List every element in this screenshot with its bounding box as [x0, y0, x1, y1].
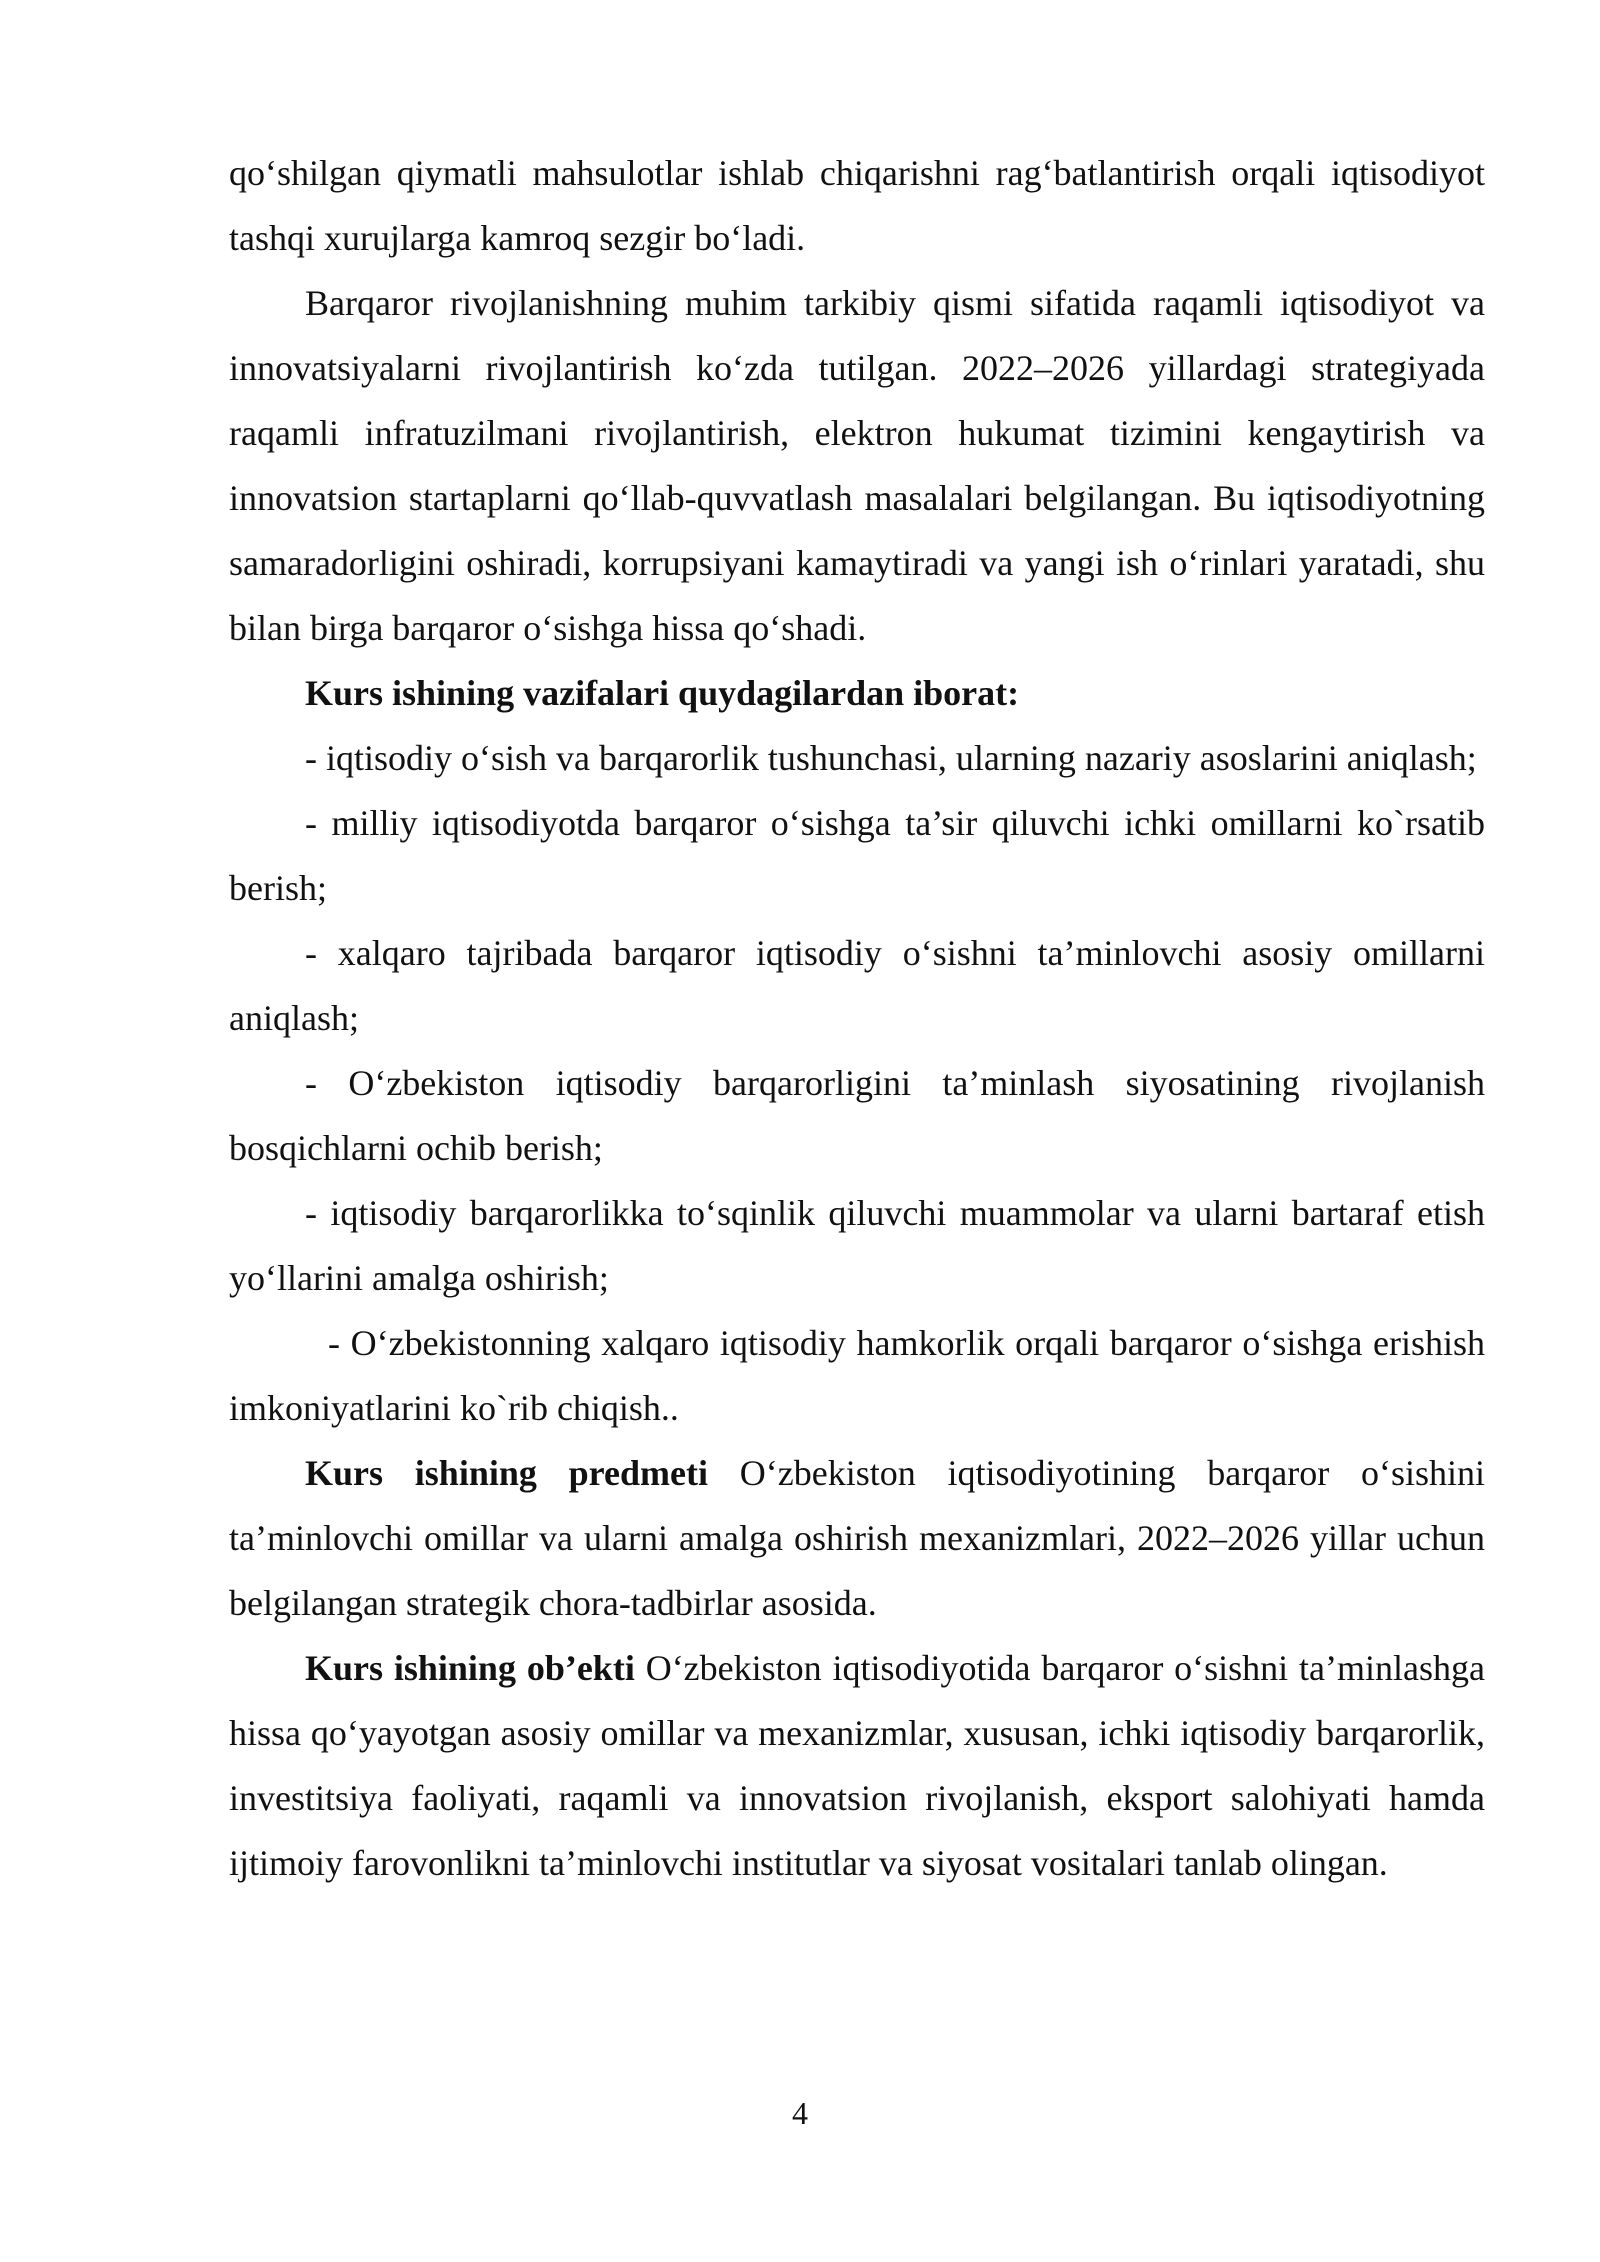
object-paragraph	[229, 1636, 1485, 1896]
task-item: - O‘zbekiston iqtisodiy barqarorligini ta’minlash siyosatining rivojlanish bosqichlarni ochib berish;	[229, 1063, 1485, 1168]
subject-lead: Kurs ishining predmeti	[305, 1453, 708, 1493]
document-page	[229, 141, 1485, 1896]
continuation-paragraph: qo‘shilgan qiymatli mahsulotlar ishlab chiqarishni rag‘batlantirish orqali iqtisodiyot tashqi xurujlarga kamroq sezgir bo‘ladi.	[229, 153, 1485, 258]
page-number: 4	[792, 2095, 808, 2131]
object-text: O‘zbekiston iqtisodiyotida barqaror o‘sishni ta’minlashga hissa qo‘yayotgan asosiy omillar va mexanizmlar, xususan, ichki iqtisodiy barqarorlik, investitsiya faoliyati, raqamli va innovatsion rivojlanish, eksport salohiyati hamda ijtimoiy farovonlikni ta’minlovchi institutlar va siyosat vositalari tanlab olingan.	[229, 1648, 1485, 1883]
tasks-list	[229, 726, 1485, 1441]
subject-text: O‘zbekiston iqtisodiyotining barqaror o‘sishini ta’minlovchi omillar va ularni amalga oshirish mexanizmlari, 2022–2026 yillar uchun belgilangan strategik chora-tadbirlar asosida.	[229, 1453, 1485, 1623]
tasks-heading: Kurs ishining vazifalari quydagilardan iborat:	[305, 673, 1020, 713]
task-item: - milliy iqtisodiyotda barqaror o‘sishga ta’sir qiluvchi ichki omillarni ko`rsatib berish;	[229, 803, 1485, 908]
task-item: - iqtisodiy barqarorlikka to‘sqinlik qiluvchi muammolar va ularni bartaraf etish yo‘llarini amalga oshirish;	[229, 1193, 1485, 1298]
task-item: - O‘zbekistonning xalqaro iqtisodiy hamkorlik orqali barqaror o‘sishga erishish imkoniyatlarini ko`rib chiqish..	[229, 1323, 1485, 1428]
task-item: - xalqaro tajribada barqaror iqtisodiy o‘sishni ta’minlovchi asosiy omillarni aniqlash;	[229, 933, 1485, 1038]
task-item: - iqtisodiy o‘sish va barqarorlik tushunchasi, ularning nazariy asoslarini aniqlash;	[305, 738, 1477, 778]
digital-economy-paragraph: Barqaror rivojlanishning muhim tarkibiy qismi sifatida raqamli iqtisodiyot va innovatsiyalarni rivojlantirish ko‘zda tutilgan. 2022–2026 yillardagi strategiyada raqamli infratuzilmani rivojlantirish, elektron hukumat tizimini kengaytirish va innovatsion startaplarni qo‘llab-quvvatlash masalalari belgilangan. Bu iqtisodiyotning samaradorligini oshiradi, korrupsiyani kamaytiradi va yangi ish o‘rinlari yaratadi, shu bilan birga barqaror o‘sishga hissa qo‘shadi.	[229, 283, 1485, 648]
object-lead: Kurs ishining ob’ekti	[305, 1648, 635, 1688]
subject-paragraph	[229, 1441, 1485, 1636]
